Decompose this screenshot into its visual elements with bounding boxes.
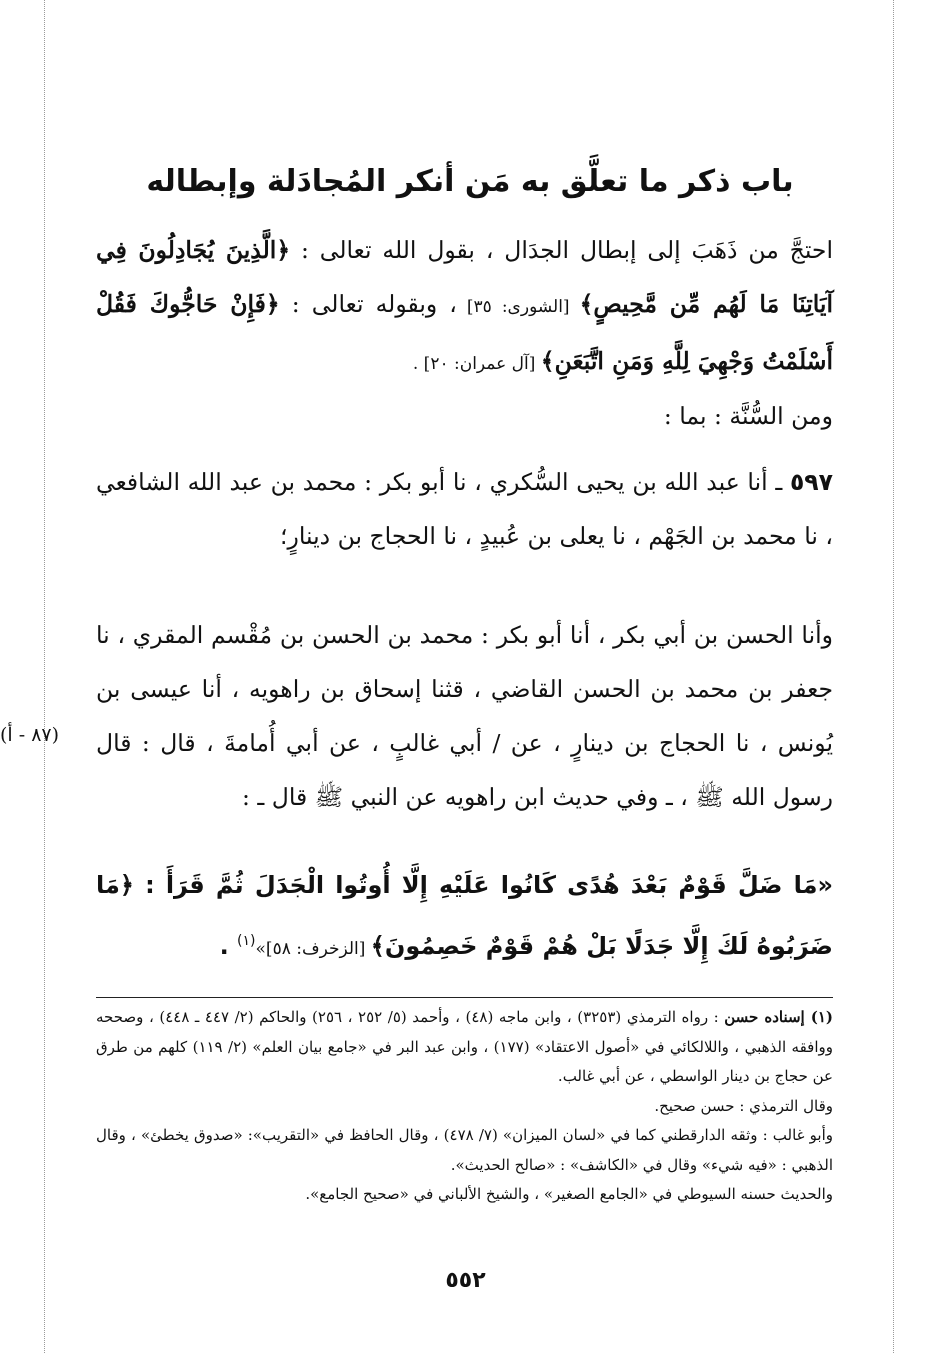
footnote-1-lead: (١) إسناده حسن (724, 1008, 833, 1026)
hadith-end: . (219, 932, 238, 960)
hadith-text-body: «مَا ضَلَّ قَوْمٌ بَعْدَ هُدًى كَانُوا عَلَيْهِ إِلَّا أُوتُوا الْجَدَلَ ثُمَّ قَرَأَ : ﴿مَا ضَرَبُوهُ لَكَ إِلَّا جَدَلًا بَلْ هُمْ قَوْمٌ خَصِمُونَ﴾ (96, 871, 833, 960)
footnote-1 (96, 1003, 833, 1092)
intro-paragraph (96, 223, 833, 391)
footnote-2 (96, 1092, 833, 1122)
hadith-chain-1-text: ـ أنا عبد الله بن يحيى السُّكري ، نا أبو بكر : محمد بن عبد الله الشافعي ، نا محمد بن الجَهْم ، نا يعلى بن عُبيدٍ ، نا الحجاج بن دينارٍ؛ (96, 468, 833, 550)
footnote-marker[interactable]: (١) (237, 933, 256, 949)
footnote-2-text: وقال الترمذي : حسن صحيح. (654, 1096, 833, 1115)
quran-verse-2: ﴿فَإِنْ حَاجُّوكَ فَقُلْ أَسْلَمْتُ وَجْهِيَ لِلَّهِ وَمَنِ اتَّبَعَنِ﴾ (96, 290, 833, 375)
footnote-1-text: : رواه الترمذي (٣٢٥٣) ، وابن ماجه (٤٨) ، وأحمد (٥/ ٢٥٢ ، ٢٥٦) والحاكم (٢/ ٤٤٧ ـ ٤٤٨) ، وصححه ووافقه الذهبي ، واللالكائي في «أصول الاعتقاد» (١٧٧) ، وابن عبد البر في «جامع بيان العلم» (٢/ ١١٩) كلهم من طرق عن حجاج بن دينار الواسطي ، عن أبي غالب. (96, 1008, 833, 1085)
chapter-title: باب ذكر ما تعلَّق به مَن أنكر المُجادَلة وإبطاله (146, 164, 794, 199)
sunnah-intro: ومن السُّنَّة : بما : (663, 402, 833, 430)
manuscript-folio-note: (٨٧ - أ) (0, 724, 60, 746)
verse-reference-1: [الشورى: ٣٥] (456, 297, 580, 317)
footnote-separator (96, 997, 833, 998)
footnote-3-text: وأبو غالب : وثقه الدارقطني كما في «لسان الميزان» (٧/ ٤٧٨) ، وقال الحافظ في «التقريب»: «صدوق يخطئ» ، وقال الذهبي : «فيه شيء» وقال في «الكاشف» : «صالح الحديث». (96, 1126, 833, 1174)
intro-text-2: ، وبقوله تعالى : (279, 290, 457, 318)
left-margin-dotted-line (44, 0, 45, 1353)
hadith-chain-2: وأنا الحسن بن أبي بكر ، أنا أبو بكر : محمد بن الحسن بن مُقْسم المقري ، نا جعفر بن محمد بن الحسن القاضي ، قثنا إسحاق بن راهويه ، أنا عيسى بن يُونس ، نا الحجاج بن دينارٍ ، عن / أبي غالبٍ ، عن أبي أُمامةَ ، قال : قال رسول الله ﷺ ، ـ وفي حديث ابن راهويه عن النبي ﷺ قال ـ : (96, 621, 833, 811)
hadith-text (96, 857, 833, 977)
right-margin-dotted-line (893, 0, 894, 1353)
page-number: ٥٥٢ (445, 1268, 486, 1293)
footnotes (96, 1003, 833, 1210)
hadith-chain-1 (96, 455, 833, 563)
footnote-4-text: والحديث حسنه السيوطي في «الجامع الصغير» ، والشيخ الألباني في «صحيح الجامع». (305, 1185, 833, 1203)
hadith-verse-reference: [الزخرف: ٥٨]» (255, 939, 371, 959)
footnote-3 (96, 1121, 833, 1180)
footnote-4 (96, 1180, 833, 1210)
hadith-number: ٥٩٧ (789, 468, 833, 496)
verse-reference-2: [آل عمران: ٢٠] . (412, 354, 541, 374)
quran-verse-1: ﴿الَّذِينَ يُجَادِلُونَ فِي آيَاتِنَا مَا لَهُم مِّن مَّحِيصٍ﴾ (96, 236, 833, 318)
intro-text-1: احتجَّ من ذَهَبَ إلى إبطال الجدَال ، بقول الله تعالى : (290, 236, 833, 264)
